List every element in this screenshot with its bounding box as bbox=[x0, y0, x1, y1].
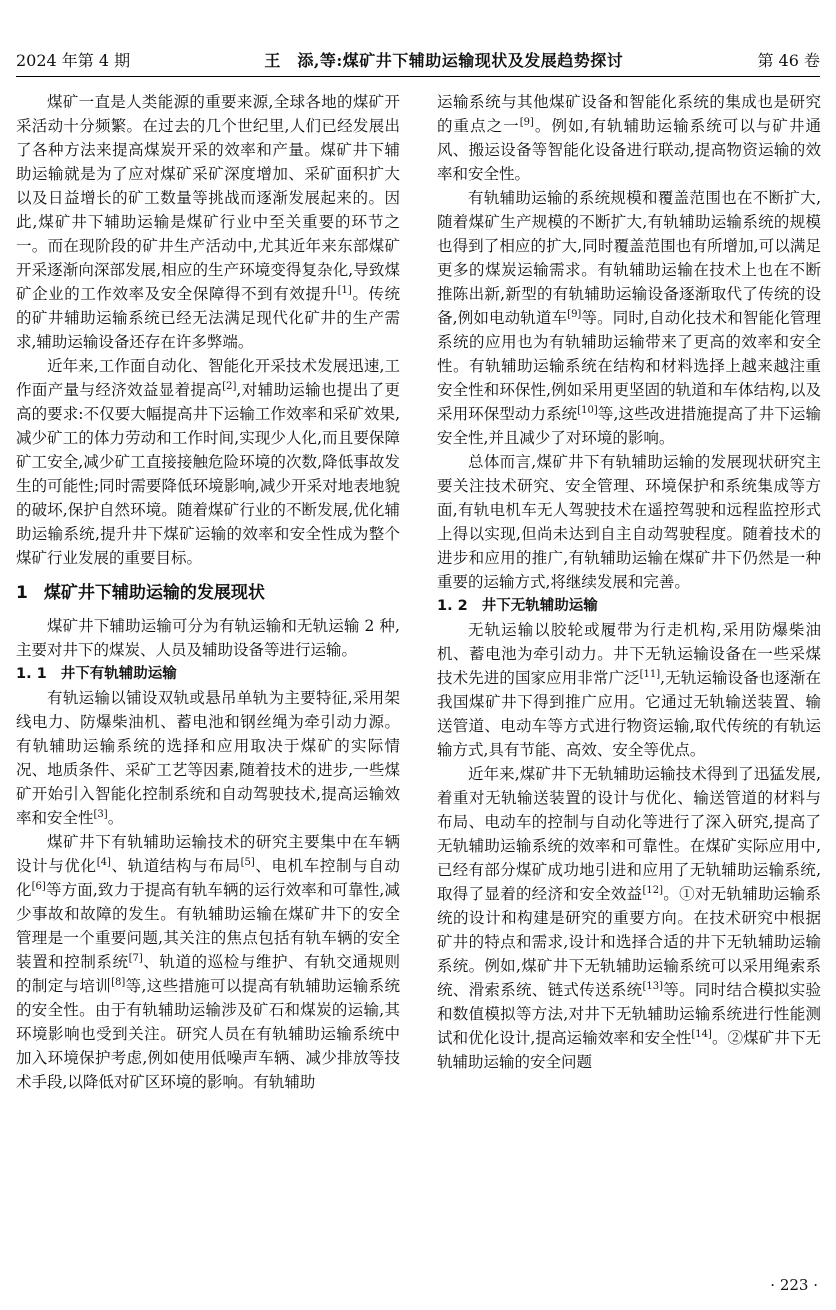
citation: [1] bbox=[337, 285, 352, 296]
citation: [13] bbox=[642, 981, 663, 992]
subsection-heading: 1. 1 井下有轨辅助运输 bbox=[16, 666, 177, 682]
paragraph: 近年来,煤矿井下无轨辅助运输技术得到了迅猛发展,着重对无轨输送装置的设计与优化、输送管道的材料与布局、电动车的控制与自动化等进行了深入研究,提高了无轨辅助运输系统的效率和可靠性。在煤矿实际应用中,已经有部分煤矿成功地引进和应用了无轨辅助运输系统,取得了显着的经济和安全效益[12]。①对无轨辅助运输系统的设计和构建是研究的重要方向。在技术研究中根据矿井的特点和需求,设计和选择合适的井下无轨辅助运输系统。例如,煤矿井下无轨辅助运输系统可以采用绳索系统、滑索系统、链式传送系统[13]等。同时结合模拟实验和数值模拟等方法,对井下无轨辅助运输系统进行性能测试和优化设计,提高运输效率和安全性[14]。②煤矿井下无轨辅助运输的安全问题 bbox=[437, 765, 821, 1071]
citation: [12] bbox=[642, 885, 663, 896]
volume-info: 第 46 卷 bbox=[757, 51, 820, 70]
header-rule bbox=[16, 76, 820, 77]
paragraph: 有轨运输以铺设双轨或悬吊单轨为主要特征,采用架线电力、防爆柴油机、蓄电池和钢丝绳为牵引动力源。有轨辅助运输系统的选择和应用取决于煤矿的实际情况、地质条件、采矿工艺等因素,随着技术的进步,一些煤矿开始引入智能化控制系统和自动驾驶技术,提高运输效率和安全性[3]。 bbox=[16, 689, 400, 827]
citation: [4] bbox=[96, 857, 111, 868]
citation: [9] bbox=[519, 117, 534, 128]
right-column bbox=[437, 90, 821, 1074]
citation: [7] bbox=[128, 953, 143, 964]
paragraph: 运输系统与其他煤矿设备和智能化系统的集成也是研究的重点之一[9]。例如,有轨辅助运输系统可以与矿井通风、搬运设备等智能化设备进行联动,提高物资运输的效率和安全性。 bbox=[437, 93, 821, 183]
paragraph: 总体而言,煤矿井下有轨辅助运输的发展现状研究主要关注技术研究、安全管理、环境保护和系统集成等方面,有轨电机车无人驾驶技术在遥控驾驶和远程监控形式上得以实现,但尚未达到自主自动驾驶程度。随着技术的进步和应用的推广,有轨辅助运输在煤矿井下仍然是一种重要的运输方式,将继续发展和完善。 bbox=[437, 453, 821, 591]
paragraph: 近年来,工作面自动化、智能化开采技术发展迅速,工作面产量与经济效益显着提高[2],对辅助运输也提出了更高的要求:不仅要大幅提高井下运输工作效率和采矿效果,减少矿工的体力劳动和工作时间,实现少人化,而且要保障矿工安全,减少矿工直接接触危险环境的次数,降低事故发生的可能性;同时需要降低环境影响,减少开采对地表地貌的破坏,保护自然环境。随着煤矿行业的不断发展,优化辅助运输系统,提升井下煤矿运输的效率和安全性成为整个煤矿行业发展的重要目标。 bbox=[16, 357, 400, 567]
citation: [2] bbox=[222, 381, 237, 392]
article-running-title: 王 添,等:煤矿井下辅助运输现状及发展趋势探讨 bbox=[264, 51, 624, 70]
page-number: · 223 · bbox=[770, 1276, 818, 1294]
running-header bbox=[16, 48, 820, 71]
citation: [10] bbox=[577, 405, 598, 416]
citation: [5] bbox=[240, 857, 255, 868]
citation: [14] bbox=[691, 1029, 712, 1040]
paragraph: 煤矿一直是人类能源的重要来源,全球各地的煤矿开采活动十分频繁。在过去的几个世纪里,人们已经发展出了各种方法来提高煤炭开采的效率和产量。煤矿井下辅助运输就是为了应对煤矿采矿深度增加、采矿面积扩大以及日益增长的矿工数量等挑战而逐渐发展起来的。因此,煤矿井下辅助运输是煤矿行业中至关重要的环节之一。而在现阶段的矿井生产活动中,尤其近年来东部煤矿开采逐渐向深部发展,相应的生产环境变得复杂化,导致煤矿企业的工作效率及安全保障得不到有效提升[1]。传统的矿井辅助运输系统已经无法满足现代化矿井的生产需求,辅助运输设备还存在许多弊端。 bbox=[16, 93, 400, 351]
left-column bbox=[16, 90, 400, 1094]
issue-info: 2024 年第 4 期 bbox=[16, 51, 131, 70]
citation: [8] bbox=[111, 977, 126, 988]
subsection-heading: 1. 2 井下无轨辅助运输 bbox=[437, 598, 598, 614]
paragraph: 煤矿井下有轨辅助运输技术的研究主要集中在车辆设计与优化[4]、轨道结构与布局[5]、电机车控制与自动化[6]等方面,致力于提高有轨车辆的运行效率和可靠性,减少事故和故障的发生。有轨辅助运输在煤矿井下的安全管理是一个重要问题,其关注的焦点包括有轨车辆的安全装置和控制系统[7]、轨道的巡检与维护、有轨交通规则的制定与培训[8]等,这些措施可以提高有轨辅助运输系统的安全性。由于有轨辅助运输涉及矿石和煤炭的运输,其环境影响也受到关注。研究人员在有轨辅助运输系统中加入环境保护考虑,例如使用低噪声车辆、减少排放等技术手段,以降低对矿区环境的影响。有轨辅助 bbox=[16, 833, 400, 1091]
citation: [6] bbox=[31, 881, 46, 892]
paragraph: 无轨运输以胶轮或履带为行走机构,采用防爆柴油机、蓄电池为牵引动力。井下无轨运输设备在一些采煤技术先进的国家应用非常广泛[11],无轨运输设备也逐渐在我国煤矿井下得到推广应用。它通过无轨输送装置、输送管道、电动车等方式进行物资运输,取代传统的有轨运输方式,具有节能、高效、安全等优点。 bbox=[437, 621, 821, 759]
citation: [11] bbox=[639, 669, 661, 680]
paragraph: 煤矿井下辅助运输可分为有轨运输和无轨运输 2 种,主要对井下的煤炭、人员及辅助设备等进行运输。 bbox=[16, 617, 400, 659]
citation: [3] bbox=[93, 809, 108, 820]
paragraph: 有轨辅助运输的系统规模和覆盖范围也在不断扩大,随着煤矿生产规模的不断扩大,有轨辅助运输系统的规模也得到了相应的扩大,同时覆盖范围也有所增加,可以满足更多的煤炭运输需求。有轨辅助运输在技术上也在不断推陈出新,新型的有轨辅助运输设备逐渐取代了传统的设备,例如电动轨道车[9]等。同时,自动化技术和智能化管理系统的应用也为有轨辅助运输带来了更高的效率和安全性。有轨辅助运输系统在结构和材料选择上越来越注重安全性和环保性,例如采用更坚固的轨道和车体结构,以及采用环保型动力系统[10]等,这些改进措施提高了井下运输安全性,并且减少了对环境的影响。 bbox=[437, 189, 821, 447]
citation: [9] bbox=[567, 309, 582, 320]
section-heading: 1 煤矿井下辅助运输的发展现状 bbox=[16, 583, 265, 603]
